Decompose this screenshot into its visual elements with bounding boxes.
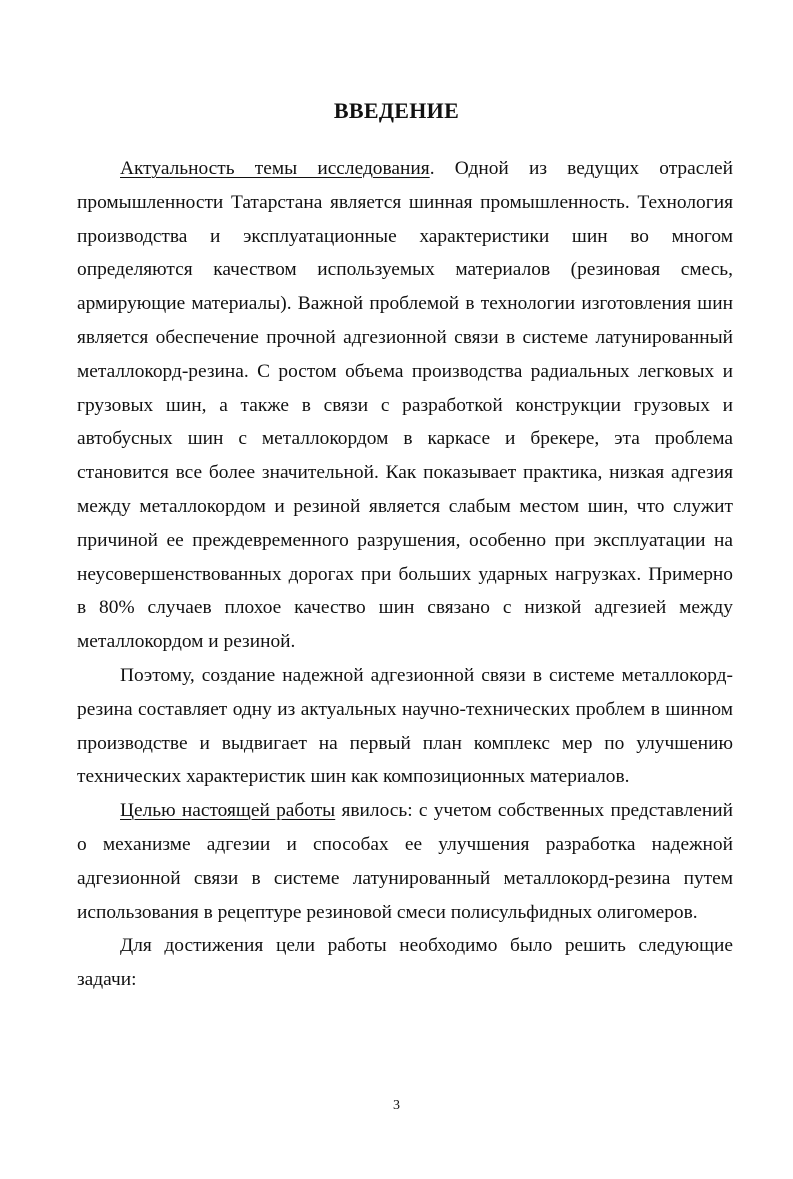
goal-text: явилось: с учетом собственных представлений о механизме адгезии и способах ее улучшения разработка надежной адгезионной связи в системе латунированный металлокорд-резина путем использования в рецептуре резиновой смеси полисульфидных олигомеров. bbox=[77, 800, 733, 923]
page-number: 3 bbox=[393, 1098, 400, 1113]
relevance-text: . Одной из ведущих отраслей промышленности Татарстана является шинная промышленность. Технология производства и эксплуатационные характеристики шин во многом определяются качеством используемых материалов (резиновая смесь, армирующие материалы). Важной проблемой в технологии изготовления шин является обеспечение прочной адгезионной связи в системе латунированный металлокорд-резина. С ростом объема производства радиальных легковых и грузовых шин, а также в связи с разработкой конструкции грузовых и автобусных шин с металлокордом в каркасе и брекере, эта проблема становится все более значительной. Как показывает практика, низкая адгезия между металлокордом и резиной является слабым местом шин, что служит причиной ее преждевременного разрушения, особенно при эксплуатации на неусовершенствованных дорогах при больших ударных нагрузках. Примерно в 80% случаев плохое качество шин связано с низкой адгезией между металлокордом и резиной. bbox=[77, 158, 733, 653]
paragraph-importance: Поэтому, создание надежной адгезионной связи в системе металлокорд-резина составляет одну из актуальных научно-технических проблем в шинном производстве и выдвигает на первый план комплекс мер по улучшению технических характеристик шин как композиционных материалов. bbox=[77, 664, 733, 788]
goal-heading: Целью настоящей работы bbox=[120, 800, 336, 822]
document-body bbox=[77, 152, 733, 997]
page-title: ВВЕДЕНИЕ bbox=[333, 98, 460, 123]
paragraph-goal bbox=[77, 794, 733, 929]
paragraph-tasks: Для достижения цели работы необходимо было решить следующие задачи: bbox=[77, 935, 733, 991]
paragraph-relevance bbox=[77, 152, 733, 659]
relevance-heading: Актуальность темы исследования bbox=[120, 158, 430, 179]
